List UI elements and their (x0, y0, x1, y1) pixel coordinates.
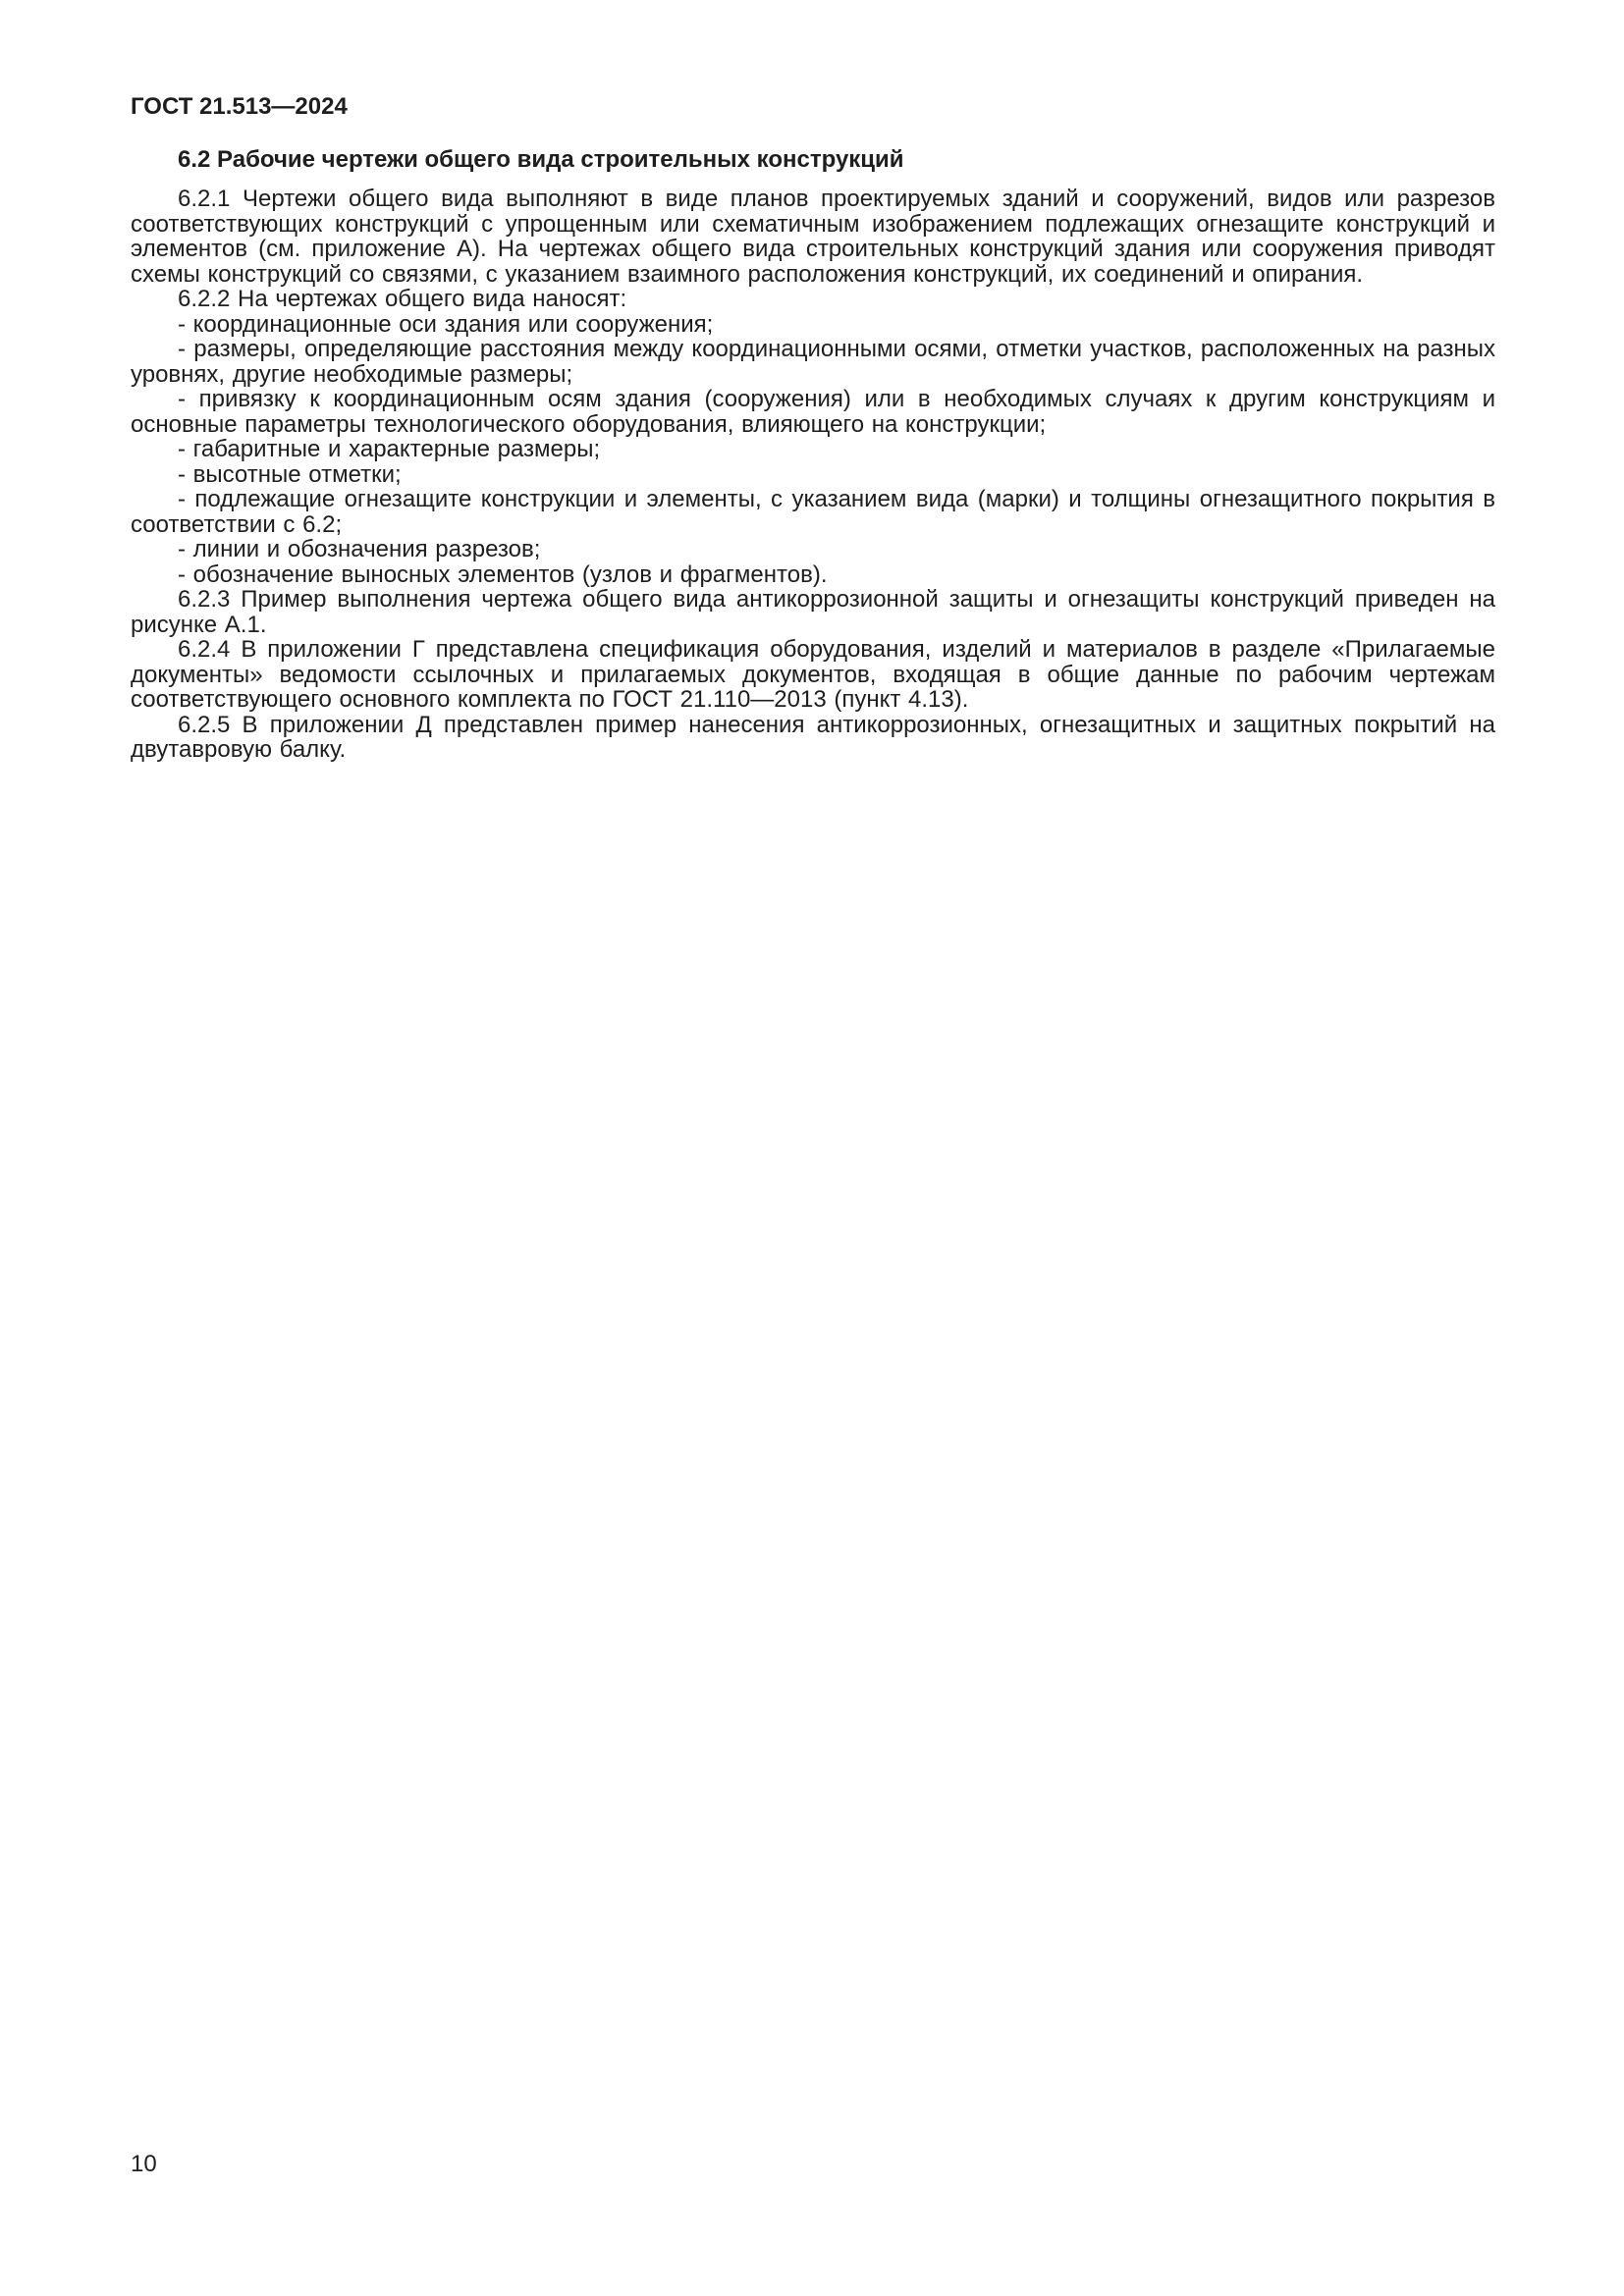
paragraph-6-2-1: 6.2.1 Чертежи общего вида выполняют в виде планов проектируемых зданий и сооружений, видов или разрезов соответствующих конструкций с упрощенным или схематичным изображением подлежащих огнезащите конструкций и элементов (см. приложение А). На чертежах общего вида строительных конструкций здания или сооружения приводят схемы конструкций со связями, с указанием взаимного расположения конструкций, их соединений и опирания. (131, 186, 1495, 288)
page-content (131, 94, 1495, 763)
paragraph-6-2-4: 6.2.4 В приложении Г представлена спецификация оборудования, изделий и материалов в разделе «Прилагаемые документы» ведомости ссылочных и прилагаемых документов, входящая в общие данные по рабочим чертежам соответствующего основного комплекта по ГОСТ 21.110—2013 (пункт 4.13). (131, 636, 1495, 713)
list-item-dimensions: - размеры, определяющие расстояния между координационными осями, отметки участков, расположенных на разных уровнях, другие необходимые размеры; (131, 336, 1495, 388)
paragraph-6-2-5: 6.2.5 В приложении Д представлен пример нанесения антикоррозионных, огнезащитных и защитных покрытий на двутавровую балку. (131, 711, 1495, 763)
list-item-section-lines: - линии и обозначения разрезов; (178, 536, 541, 562)
page-number: 10 (131, 2151, 157, 2177)
standard-number-header: ГОСТ 21.513—2024 (131, 93, 348, 120)
list-item-elevation-marks: - высотные отметки; (178, 460, 402, 488)
list-item-binding-to-axes: - привязку к координационным осям здания (сооружения) или в необходимых случаях к другим конструкциям и основные параметры технологического оборудования, влияющего на конструкции; (131, 386, 1495, 438)
section-heading: 6.2 Рабочие чертежи общего вида строительных конструкций (178, 146, 904, 173)
section-body (131, 187, 1495, 763)
list-item-detail-callouts: - обозначение выносных элементов (узлов и фрагментов). (178, 561, 828, 588)
list-item-overall-dimensions: - габаритные и характерные размеры; (178, 436, 601, 462)
list-item-fire-protection-elements: - подлежащие огнезащите конструкции и элементы, с указанием вида (марки) и толщины огнезащитного покрытия в соответствии с 6.2; (131, 486, 1495, 538)
paragraph-6-2-2: 6.2.2 На чертежах общего вида наносят: (178, 286, 627, 312)
paragraph-6-2-3: 6.2.3 Пример выполнения чертежа общего вида антикоррозионной защиты и огнезащиты конструкций приведен на рисунке А.1. (131, 586, 1495, 638)
list-item-coordination-axes: - координационные оси здания или сооружения; (178, 310, 714, 338)
